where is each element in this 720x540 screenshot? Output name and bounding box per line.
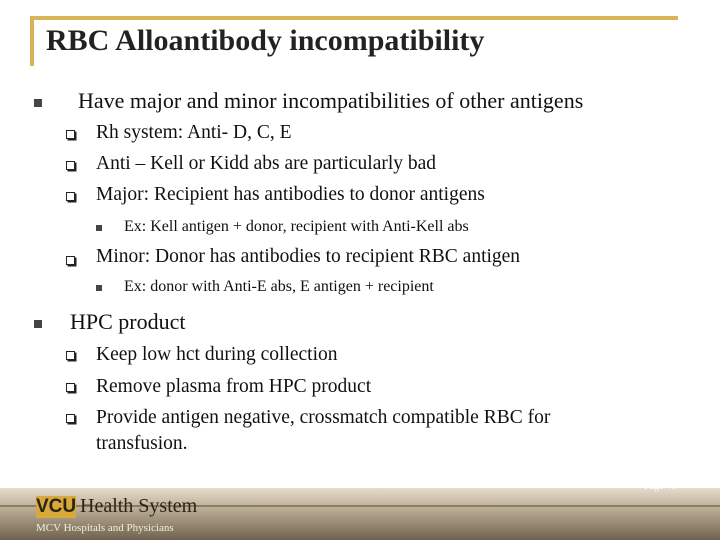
checkbox-bullet-icon [66, 383, 75, 392]
checkbox-bullet-icon [66, 256, 75, 265]
square-bullet-icon [96, 285, 102, 291]
bullet-b1-1: Rh system: Anti- D, C, E [96, 122, 292, 143]
checkbox-bullet-icon [66, 161, 75, 170]
checkbox-bullet-icon [66, 351, 75, 360]
square-bullet-icon [34, 99, 42, 107]
bullet-b2-3: Provide antigen negative, crossmatch compatible RBC for [96, 407, 551, 428]
page-number: Page 40 [644, 481, 676, 492]
slide-title: RBC Alloantibody incompatibility [46, 24, 485, 57]
square-bullet-icon [34, 320, 42, 328]
checkbox-bullet-icon [66, 130, 75, 139]
bullet-b2: HPC product [70, 309, 186, 334]
bullet-b1-2: Anti – Kell or Kidd abs are particularly bad [96, 153, 437, 174]
logo-name: Health System [80, 495, 198, 517]
square-bullet-icon [96, 225, 102, 231]
vcu-logo-mark: VCU [36, 496, 77, 517]
bullet-b1: Have major and minor incompatibilities of other antigens [78, 88, 584, 113]
title-frame-left [30, 16, 34, 66]
checkbox-bullet-icon [66, 192, 75, 201]
bullet-b1-3: Major: Recipient has antibodies to donor antigens [96, 184, 485, 205]
checkbox-bullet-icon [66, 414, 75, 423]
logo-subtitle: MCV Hospitals and Physicians [36, 522, 174, 534]
bullet-b1-4-1: Ex: donor with Anti-E abs, E antigen + recipient [124, 278, 434, 295]
bullet-b2-3-cont: transfusion. [96, 433, 188, 454]
title-frame-top [30, 16, 678, 20]
bullet-b1-3-1: Ex: Kell antigen + donor, recipient with Anti-Kell abs [124, 218, 469, 235]
bullet-b2-1: Keep low hct during collection [96, 344, 338, 365]
bullet-b1-4: Minor: Donor has antibodies to recipient RBC antigen [96, 246, 521, 267]
bullet-b2-2: Remove plasma from HPC product [96, 376, 372, 397]
